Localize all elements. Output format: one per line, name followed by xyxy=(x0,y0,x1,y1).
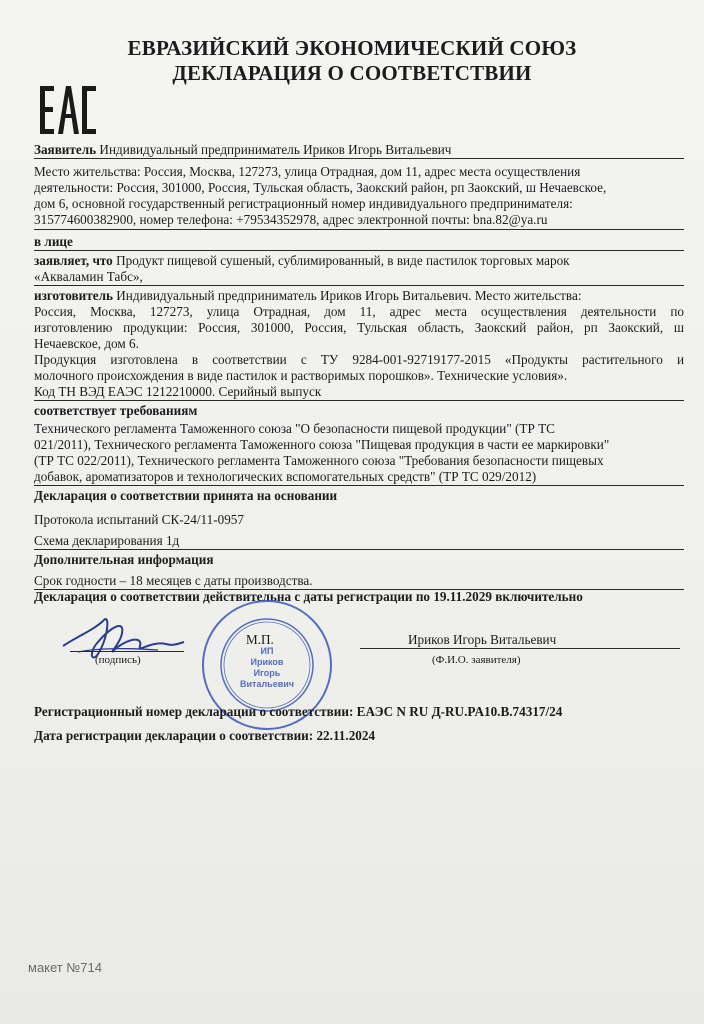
applicant-address-line-2: деятельности: Россия, 301000, Россия, Тульская область, Заокский район, рп Заокский, ш Нечаевское, xyxy=(34,180,607,195)
scheme-line: Схема декларирования 1д xyxy=(34,533,180,548)
additional-label: Дополнительная информация xyxy=(34,552,214,567)
stamp-line-2: Ириков xyxy=(250,657,284,667)
divider xyxy=(34,229,684,230)
validity-line: Декларация о соответствии действительна с даты регистрации по 19.11.2029 включительно xyxy=(34,589,583,604)
divider xyxy=(34,250,684,251)
applicant-name: Индивидуальный предприниматель Ириков Игорь Витальевич xyxy=(99,142,452,157)
stamp-line-3: Игорь xyxy=(253,668,281,678)
applicant-address-line-4: 315774600382900, номер телефона: +79534352978, адрес электронной почты: bna.82@ya.ru xyxy=(34,212,548,227)
basis-label: Декларация о соответствии принята на основании xyxy=(34,488,338,503)
regulation-line-3: (ТР ТС 022/2011), Технического регламента Таможенного союза "Требования безопасности пищевых xyxy=(34,453,604,468)
layout-mark: макет №714 xyxy=(28,960,103,975)
complies-label: соответствует требованиям xyxy=(34,403,198,418)
applicant-address-line-3: дом 6, основной государственный регистрационный номер индивидуального предпринимателя: xyxy=(34,196,573,211)
regulation-line-2: 021/2011), Технического регламента Таможенного союза "Пищевая продукция в части ее маркировки" xyxy=(34,437,610,452)
name-line xyxy=(360,648,680,649)
registration-number: Регистрационный номер декларации о соответствии: ЕАЭС N RU Д-RU.PA10.B.74317/24 xyxy=(34,704,563,719)
declares-line xyxy=(34,253,684,269)
manufacturer-label: изготовитель xyxy=(34,288,113,303)
stamp-place: М.П. xyxy=(246,632,274,647)
manufacturer-line-2: Россия, Москва, 127273, улица Отрадная, дом 11, адрес места осуществления деятельности по xyxy=(34,304,684,319)
manufacturer-line-3: изготовлению продукции: Россия, 301000, Россия, Тульская область, Заокский район, рп Заокский, ш xyxy=(34,320,684,335)
name-caption: (Ф.И.О. заявителя) xyxy=(432,654,521,666)
divider xyxy=(34,485,684,486)
product-name: Продукт пищевой сушеный, сублимированный, в виде пастилок торговых марок xyxy=(116,253,570,268)
page-title: ДЕКЛАРАЦИЯ О СООТВЕТСТВИИ xyxy=(172,61,532,85)
regulation-line-4: добавок, ароматизаторов и технологических вспомогательных средств" (ТР ТС 029/2012) xyxy=(34,469,537,484)
hs-code-line: Код ТН ВЭД ЕАЭС 1212210000. Серийный выпуск xyxy=(34,384,322,399)
produced-line-2: молочного происхождения в виде пастилок и растворимых порошков». Технические условия». xyxy=(34,368,568,383)
applicant-address-line-1: Место жительства: Россия, Москва, 127273, улица Отрадная, дом 11, адрес места осуществления xyxy=(34,164,581,179)
eac-logo xyxy=(38,84,98,136)
declares-label: заявляет, что xyxy=(34,253,113,268)
union-title: ЕВРАЗИЙСКИЙ ЭКОНОМИЧЕСКИЙ СОЮЗ xyxy=(127,36,577,60)
applicant-line xyxy=(34,142,684,158)
manufacturer-line xyxy=(34,288,684,304)
product-brand: «Аквaламин Табс», xyxy=(34,269,143,284)
stamp-line-4: Витальевич xyxy=(240,679,294,689)
regulation-line-1: Технического регламента Таможенного союза "О безопасности пищевой продукции" (ТР ТС xyxy=(34,421,555,436)
applicant-label: Заявитель xyxy=(34,142,97,157)
produced-line-1: Продукция изготовлена в соответствии с ТУ 9284-001-92719177-2015 «Продукты растительного и xyxy=(34,352,684,367)
protocol-line: Протокола испытаний СК-24/11-0957 xyxy=(34,512,244,527)
registration-date: Дата регистрации декларации о соответствии: 22.11.2024 xyxy=(34,728,376,743)
manufacturer-text: Индивидуальный предприниматель Ириков Игорь Витальевич. Место жительства: xyxy=(116,288,582,303)
in-person-label: в лице xyxy=(34,234,73,249)
divider xyxy=(34,400,684,401)
signature-caption: (подпись) xyxy=(95,654,141,666)
divider xyxy=(34,285,684,286)
applicant-full-name: Ириков Игорь Витальевич xyxy=(408,632,557,647)
manufacturer-line-4: Нечаевское, дом 6. xyxy=(34,336,139,351)
stamp-line-1: ИП xyxy=(260,646,274,656)
divider xyxy=(34,549,684,550)
divider xyxy=(34,158,684,159)
shelf-life-line: Срок годности – 18 месяцев с даты производства. xyxy=(34,573,313,588)
